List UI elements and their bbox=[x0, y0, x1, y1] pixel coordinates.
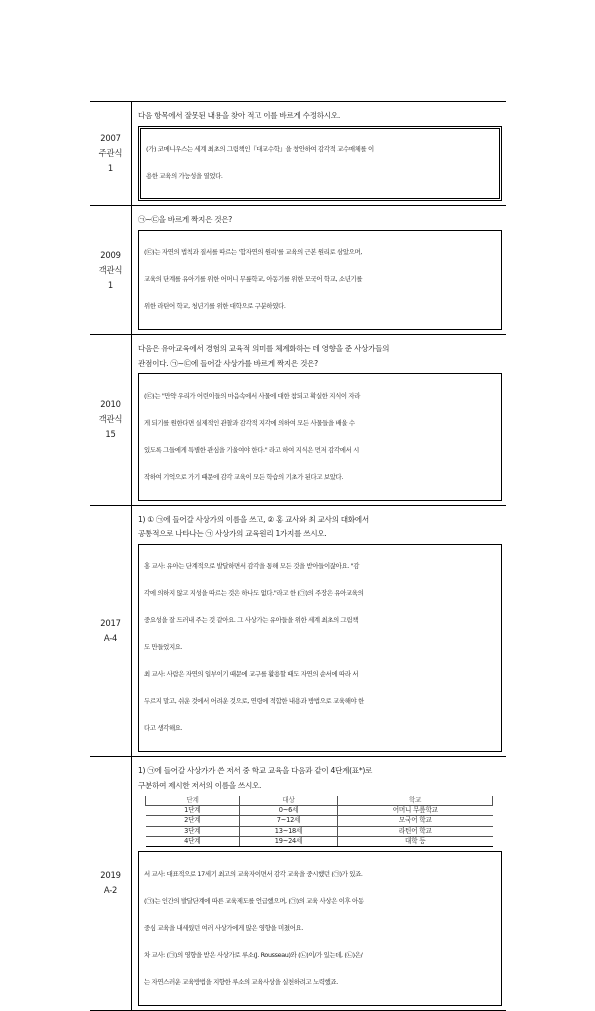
dialogue-box bbox=[138, 544, 502, 753]
dialogue-line: 중요성을 잘 드러내 주는 것 같아요. 그 사상가는 유아들을 위한 세계 최초의 그림책 bbox=[144, 616, 359, 624]
age-cell: 7~12세 bbox=[240, 816, 338, 826]
passage-line: 작하여 기억으로 가기 때문에 감각 교육이 모든 학습의 기초가 된다고 보았다. bbox=[144, 472, 344, 481]
dialogue-line: 차 교사: (㉠)의 영향을 받은 사상가로 루소(J. Rousseau)와 (㉡)이/가 있는데, (㉡)은/ bbox=[144, 950, 363, 959]
passage-line: (㉢)는 "만약 우리가 어린이들의 마음속에서 사물에 대한 참되고 확실한 지식이 자라 bbox=[144, 391, 361, 400]
school-stage-table bbox=[145, 796, 493, 847]
stage-table-row bbox=[146, 816, 493, 826]
dialogue-line: 다고 생각해요. bbox=[144, 724, 183, 732]
question-row-2009 bbox=[90, 206, 506, 335]
question-content-2019 bbox=[132, 757, 507, 1011]
question-text bbox=[138, 513, 502, 542]
year-label: 2017 bbox=[100, 617, 121, 628]
school-cell: 대학 등 bbox=[338, 836, 493, 846]
passage-line: 교육의 단계를 유아기를 위한 어머니 무릎학교, 아동기를 위한 모국어 학교, 소년기를 bbox=[144, 275, 363, 283]
stage-table-row bbox=[146, 806, 493, 816]
stage-table-header bbox=[146, 796, 493, 806]
question-line: 구분하여 제시한 저서의 이름을 쓰시오. bbox=[138, 780, 262, 790]
question-content-2007 bbox=[132, 102, 507, 206]
question-text: ㉠~㉢을 바르게 짝지은 것은? bbox=[138, 215, 233, 224]
question-number-label: 15 bbox=[105, 429, 116, 440]
stage-cell: 2단계 bbox=[146, 816, 240, 826]
age-cell: 0~6세 bbox=[240, 806, 338, 816]
question-type-label: 주관식 bbox=[98, 148, 123, 158]
row-label-2017 bbox=[90, 505, 132, 757]
question-line: 1) ㉠에 들어갈 사상가가 쓴 저서 중 학교 교육을 다음과 같이 4단계(표*)로 bbox=[138, 766, 373, 775]
passage-line: 용한 교육의 가능성을 열었다. bbox=[146, 172, 223, 180]
question-content-2010 bbox=[132, 335, 507, 506]
dialogue-line: 두르지 말고, 쉬운 것에서 어려운 것으로, 연령에 적합한 내용과 방법으로 교육해야 한 bbox=[144, 697, 364, 705]
question-line: 다음은 유아교육에서 경험의 교육적 의미를 체계화하는 데 영향을 준 사상가들의 bbox=[138, 344, 390, 353]
dialogue-line: 도 만들었지요. bbox=[144, 643, 183, 651]
question-line: 1) ① ㉠에 들어갈 사상가의 이름을 쓰고, ② 홍 교사와 최 교사의 대화에서 bbox=[138, 514, 369, 524]
dialogue-line: 는 자연스러운 교육방법을 지향한 루소의 교육사상을 실천하려고 노력했죠. bbox=[144, 977, 338, 986]
dialogue-box bbox=[138, 851, 502, 1006]
question-content-2017 bbox=[132, 505, 507, 757]
row-label-2007 bbox=[90, 102, 132, 206]
question-text bbox=[138, 342, 502, 371]
passage-box bbox=[138, 230, 502, 331]
year-label: 2010 bbox=[100, 399, 121, 410]
dialogue-line: 중심 교육을 내세웠던 여러 사상가에게 많은 영향을 미쳤어요. bbox=[144, 923, 304, 932]
age-cell: 13~18세 bbox=[240, 826, 338, 836]
question-row-2007 bbox=[90, 102, 506, 206]
age-cell: 19~24세 bbox=[240, 836, 338, 846]
question-row-2019 bbox=[90, 757, 506, 1011]
passage-box bbox=[138, 373, 502, 501]
school-cell: 모국어 학교 bbox=[338, 816, 493, 826]
passage-line: 게 되기를 원한다면 실제적인 관찰과 감각적 지각에 의하여 모든 사물들을 배울 수 bbox=[144, 418, 355, 427]
dialogue-line: 최 교사: 사람은 자연의 일부이기 때문에 교구를 활용할 때도 자연의 순서에 따라 서 bbox=[144, 670, 359, 678]
stage-cell: 3단계 bbox=[146, 826, 240, 836]
dialogue-line: 서 교사: 대표적으로 17세기 최고의 교육자이면서 감각 교육을 중시했던 (㉠)가 있죠. bbox=[144, 869, 363, 878]
question-text: 다음 항목에서 잘못된 내용을 찾아 적고 이를 바르게 수정하시오. bbox=[138, 111, 340, 120]
question-type-label: A-2 bbox=[103, 885, 118, 896]
school-cell: 라틴어 학교 bbox=[338, 826, 493, 836]
school-header-cell: 학교 bbox=[338, 796, 493, 806]
question-number-label: 1 bbox=[107, 163, 114, 173]
question-type-label: 객관식 bbox=[98, 264, 123, 275]
row-label-2009 bbox=[90, 206, 132, 335]
school-cell: 어머니 무릎학교 bbox=[338, 806, 493, 816]
year-label: 2019 bbox=[100, 870, 121, 881]
dialogue-line: (㉠)는 인간의 발달단계에 따른 교육제도를 언급했으며, (㉠)의 교육 사상은 이후 아동 bbox=[144, 896, 364, 905]
passage-line: (가) 코메니우스는 세계 최초의 그림책인『대교수학』을 창안하여 감각적 교수매체를 이 bbox=[146, 145, 374, 153]
stage-cell: 4단계 bbox=[146, 836, 240, 846]
passage-line: 있도록 그들에게 특별한 관심을 기울여야 한다." 라고 하여 지식은 먼저 감각에서 시 bbox=[144, 445, 359, 454]
question-row-2010 bbox=[90, 335, 506, 506]
question-number-label: 1 bbox=[107, 279, 114, 290]
age-header-cell: 대상 bbox=[240, 796, 338, 806]
passage-line: 위한 라틴어 학교, 청년기를 위한 대학으로 구분하였다. bbox=[144, 302, 286, 310]
question-text bbox=[138, 764, 502, 793]
question-content-2009 bbox=[132, 206, 507, 335]
stage-table-row bbox=[146, 826, 493, 836]
question-type-label: A-4 bbox=[103, 632, 118, 643]
dialogue-line: 홍 교사: 유아는 단계적으로 발달하면서 감각을 통해 모든 것을 받아들이잖아요. "감 bbox=[144, 562, 360, 570]
dialogue-line: 각에 의하지 않고 지성을 따르는 것은 하나도 없다."라고 한 (㉠)의 주장은 유아교육의 bbox=[144, 589, 364, 597]
stage-header-cell: 단계 bbox=[146, 796, 240, 806]
year-label: 2007 bbox=[100, 133, 121, 143]
question-type-label: 객관식 bbox=[98, 414, 123, 425]
year-label: 2009 bbox=[100, 249, 121, 260]
stage-table-row bbox=[146, 836, 493, 846]
question-row-2017 bbox=[90, 505, 506, 757]
stage-cell: 1단계 bbox=[146, 806, 240, 816]
question-line: 공통적으로 나타나는 ㉠ 사상가의 교육원리 1가지를 쓰시오. bbox=[138, 529, 327, 538]
row-label-2010 bbox=[90, 335, 132, 506]
passage-line: (㉢)는 자연의 법칙과 질서를 따르는 '합자연의 원리'를 교육의 근본 원리로 삼았으며, bbox=[144, 248, 362, 256]
exam-question-table bbox=[90, 101, 506, 1011]
row-label-2019 bbox=[90, 757, 132, 1011]
passage-box bbox=[138, 126, 502, 202]
question-line: 관점이다. ㉠~㉢에 들어갈 사상가를 바르게 짝지은 것은? bbox=[138, 358, 318, 368]
